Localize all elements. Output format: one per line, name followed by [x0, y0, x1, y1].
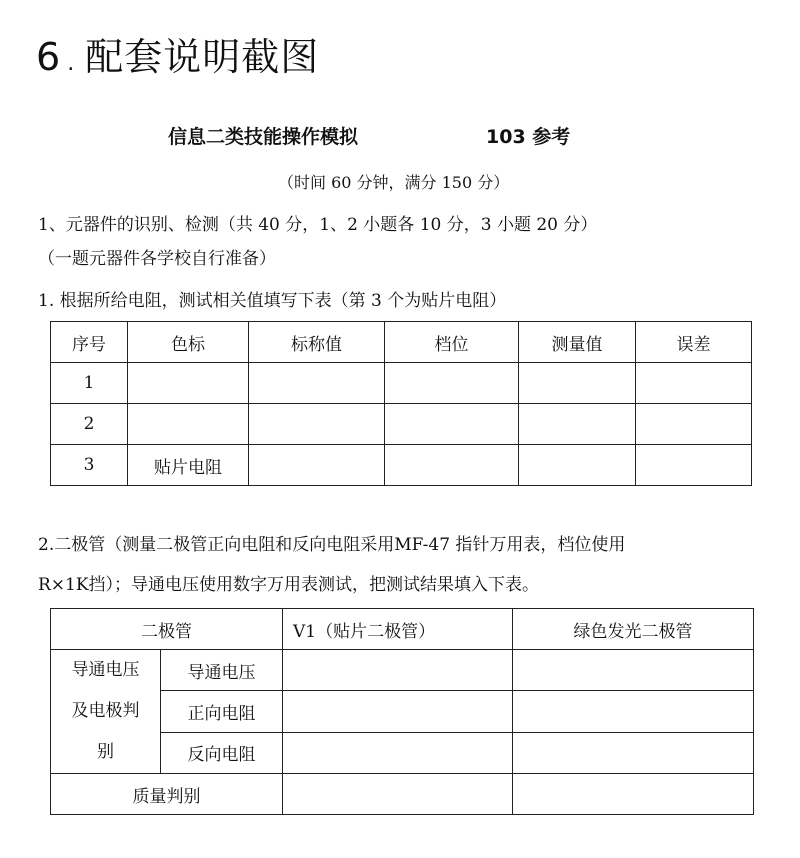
header-cell-v1: V1（贴片二极管）: [283, 609, 513, 650]
table-cell: [283, 774, 513, 815]
header-cell-diode: 二极管: [51, 609, 283, 650]
table-cell: [519, 363, 636, 404]
question1-text: 1. 根据所给电阻，测试相关值填写下表（第 3 个为贴片电阻）: [38, 291, 507, 311]
sub-row-label: 导通电压: [161, 650, 283, 691]
header-cell-range: 档位: [385, 322, 519, 363]
table-cell: 1: [51, 363, 128, 404]
table-cell: 贴片电阻: [128, 445, 249, 486]
table-cell: [513, 774, 754, 815]
section1-title: 1、元器件的识别、检测（共 40 分，1、2 小题各 10 分，3 小题 20 分）: [38, 215, 598, 235]
header-cell-green-led: 绿色发光二极管: [513, 609, 754, 650]
table-cell: [128, 363, 249, 404]
table-cell: [513, 691, 754, 732]
heading-dot: .: [67, 51, 76, 76]
table-row: [51, 363, 752, 404]
group-label-line: 导通电压: [71, 660, 140, 680]
sub-row-label: 正向电阻: [161, 691, 283, 732]
group-label-line: 别: [97, 742, 114, 762]
header-cell-measured: 测量值: [519, 322, 636, 363]
table-cell: [283, 732, 513, 773]
table-cell: [636, 445, 752, 486]
header-cell-index: 序号: [51, 322, 128, 363]
group-label-line: 及电极判: [71, 701, 140, 721]
time-note: （时间 60 分钟，满分 150 分）: [278, 173, 510, 192]
table-cell: [249, 404, 385, 445]
table-header-row: [51, 609, 754, 650]
table-cell: [283, 650, 513, 691]
table-row: [51, 774, 754, 815]
table-cell: [636, 404, 752, 445]
heading-number: 6: [36, 35, 62, 79]
table-cell: [249, 363, 385, 404]
table-cell: [636, 363, 752, 404]
table-cell: [128, 404, 249, 445]
table-cell: [513, 650, 754, 691]
quality-label-cell: 质量判别: [51, 774, 283, 815]
table-cell: [385, 404, 519, 445]
table-cell: [249, 445, 385, 486]
question2-line2: R×1K挡）；导通电压使用数字万用表测试，把测试结果填入下表。: [38, 575, 540, 595]
resistor-table: [50, 321, 752, 486]
heading-text: 配套说明截图: [85, 35, 320, 79]
table-cell: 3: [51, 445, 128, 486]
header-cell-nominal: 标称值: [249, 322, 385, 363]
table-cell: 2: [51, 404, 128, 445]
section1-note: （一题元器件各学校自行准备）: [38, 249, 276, 269]
document-title-number: 103 参考: [486, 126, 571, 148]
table-header-row: [51, 322, 752, 363]
question2-line1: 2.二极管（测量二极管正向电阻和反向电阻采用MF-47 指针万用表，档位使用: [38, 535, 626, 555]
diode-table: [50, 608, 754, 815]
header-cell-error: 误差: [636, 322, 752, 363]
table-cell: [283, 691, 513, 732]
table-cell: [519, 404, 636, 445]
document-title: 信息二类技能操作模拟: [168, 126, 359, 148]
table-row: [51, 445, 752, 486]
section-heading: [36, 26, 319, 81]
table-row: [51, 404, 752, 445]
header-cell-color-code: 色标: [128, 322, 249, 363]
table-cell: [519, 445, 636, 486]
table-row: [51, 650, 754, 691]
group-label-cell: [51, 650, 161, 774]
table-cell: [513, 732, 754, 773]
sub-row-label: 反向电阻: [161, 732, 283, 773]
table-cell: [385, 445, 519, 486]
table-cell: [385, 363, 519, 404]
